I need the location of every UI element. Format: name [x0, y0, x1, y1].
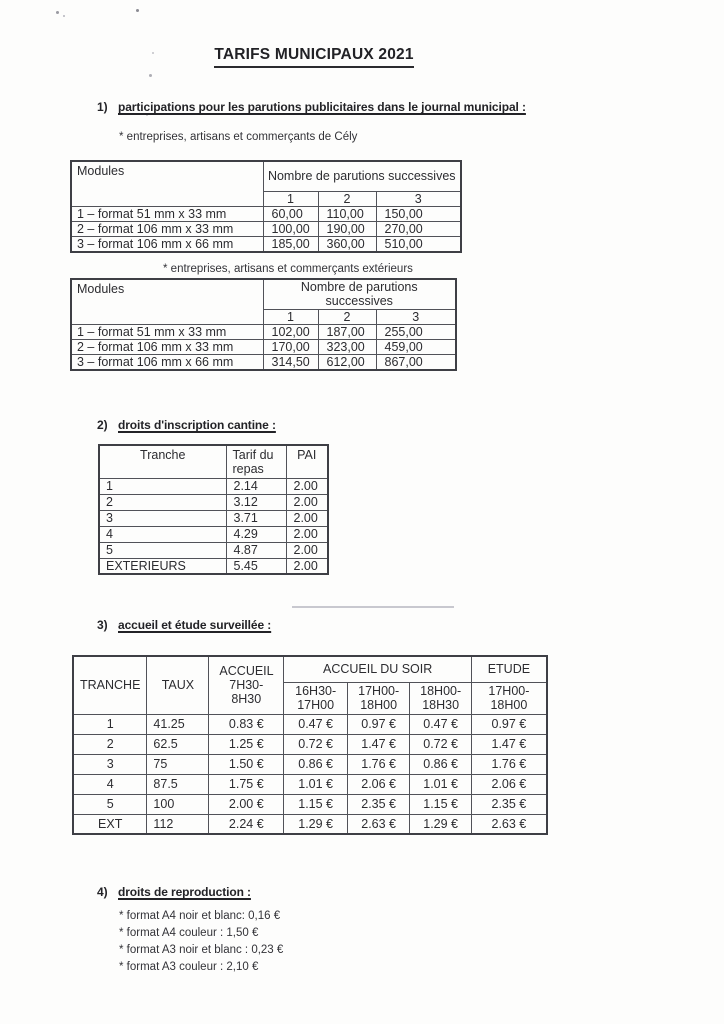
table-cell: 0.72 €	[284, 734, 348, 754]
table-cell: 510,00	[376, 236, 461, 252]
scan-speck	[56, 11, 59, 14]
section-number: 1)	[97, 100, 108, 114]
table-row	[99, 478, 328, 494]
table-row	[73, 794, 547, 814]
table-cell: 2.00	[286, 542, 328, 558]
table-row	[73, 774, 547, 794]
column-header-soir-2: 17H00-18H00	[348, 682, 410, 714]
scan-speck	[136, 9, 139, 12]
column-header-count-3: 3	[376, 309, 456, 324]
table-row	[99, 494, 328, 510]
column-header-pai: PAI	[286, 445, 328, 478]
table-header-row	[71, 279, 456, 309]
accueil-etude-table	[72, 655, 548, 835]
table-cell: 459,00	[376, 339, 456, 354]
table-header-row	[99, 445, 328, 478]
table-row	[99, 558, 328, 574]
table-cell: 4	[73, 774, 147, 794]
table-cell: 41.25	[147, 714, 209, 734]
column-header-count-2: 2	[318, 191, 376, 206]
table-row	[71, 354, 456, 370]
table-cell: 1.15 €	[284, 794, 348, 814]
accueil-etude-table-body	[73, 714, 547, 834]
column-header-etude-group: ETUDE	[472, 656, 547, 682]
column-header-soir-3: 18H00-18H30	[410, 682, 472, 714]
pub-table-exterieurs-body	[71, 324, 456, 370]
list-item: * format A3 couleur : 2,10 €	[119, 961, 259, 973]
cantine-table-body	[99, 478, 328, 574]
section-number: 2)	[97, 418, 108, 432]
table-row	[73, 714, 547, 734]
table-cell: 3 – format 106 mm x 66 mm	[71, 354, 263, 370]
table-cell: 1.75 €	[209, 774, 284, 794]
table-cell: 0.47 €	[284, 714, 348, 734]
list-item: * format A4 couleur : 1,50 €	[119, 927, 259, 939]
table-cell: 1.76 €	[472, 754, 547, 774]
table-row	[99, 510, 328, 526]
table-cell: 75	[147, 754, 209, 774]
scan-speck	[146, 114, 148, 116]
column-header-etude-hours: 17H00-18H00	[472, 682, 547, 714]
scan-artifact-line	[292, 606, 454, 608]
section-title: droits de reproduction :	[118, 885, 251, 899]
table-cell: 0.86 €	[284, 754, 348, 774]
table-cell: 2.00	[286, 558, 328, 574]
table-cell: 2	[99, 494, 226, 510]
table-cell: 0.86 €	[410, 754, 472, 774]
table-cell: 2 – format 106 mm x 33 mm	[71, 221, 263, 236]
table-cell: 2.14	[226, 478, 286, 494]
table-cell: 0.97 €	[472, 714, 547, 734]
pub-table-exterieurs	[70, 278, 457, 371]
section-number: 3)	[97, 618, 108, 632]
scan-speck	[149, 74, 152, 77]
table-cell: 255,00	[376, 324, 456, 339]
table-cell: 5	[73, 794, 147, 814]
table-cell: 0.97 €	[348, 714, 410, 734]
table-cell: 1 – format 51 mm x 33 mm	[71, 324, 263, 339]
table-cell: 3	[73, 754, 147, 774]
pub-table-cely	[70, 160, 462, 253]
page-title: TARIFS MUNICIPAUX 2021	[214, 46, 413, 68]
table-row	[71, 221, 461, 236]
table-cell: 2.00	[286, 494, 328, 510]
table-cell: 4.87	[226, 542, 286, 558]
column-header-parutions-group: Nombre de parutions successives	[263, 279, 456, 309]
title-row	[0, 46, 628, 68]
column-header-modules: Modules	[71, 161, 263, 206]
table-cell: 100	[147, 794, 209, 814]
section-title: droits d'inscription cantine :	[118, 418, 276, 432]
section-2-heading	[97, 418, 276, 432]
table-cell: 2 – format 106 mm x 33 mm	[71, 339, 263, 354]
table-cell: 360,00	[318, 236, 376, 252]
section-title: participations pour les parutions publicitaires dans le journal municipal :	[118, 100, 526, 114]
table-cell: 2.24 €	[209, 814, 284, 834]
table-cell: 1.76 €	[348, 754, 410, 774]
section-number: 4)	[97, 885, 108, 899]
table-cell: 3.12	[226, 494, 286, 510]
table-cell: 1.50 €	[209, 754, 284, 774]
table-cell: 1.47 €	[348, 734, 410, 754]
table-row	[99, 526, 328, 542]
table-header-row	[71, 161, 461, 191]
table-cell: 2.00	[286, 478, 328, 494]
table-cell: 2.06 €	[472, 774, 547, 794]
table-cell: 2.06 €	[348, 774, 410, 794]
table-row	[73, 754, 547, 774]
table-cell: 1.29 €	[410, 814, 472, 834]
table-cell: 87.5	[147, 774, 209, 794]
section-4-heading	[97, 885, 251, 899]
table-cell: EXTERIEURS	[99, 558, 226, 574]
table-cell: 5.45	[226, 558, 286, 574]
table-row	[71, 324, 456, 339]
column-header-accueil-matin: ACCUEIL 7H30-8H30	[209, 656, 284, 714]
cantine-table	[98, 444, 329, 575]
column-header-count-3: 3	[376, 191, 461, 206]
table-cell: 1.01 €	[410, 774, 472, 794]
table-row	[73, 814, 547, 834]
pub-table-cely-body	[71, 206, 461, 252]
table-row	[71, 339, 456, 354]
list-item: * format A4 noir et blanc: 0,16 €	[119, 910, 281, 922]
table-cell: 3 – format 106 mm x 66 mm	[71, 236, 263, 252]
table-cell: 170,00	[263, 339, 318, 354]
column-header-parutions-group: Nombre de parutions successives	[263, 161, 461, 191]
table-cell: 2.35 €	[472, 794, 547, 814]
column-header-count-1: 1	[263, 191, 318, 206]
table-cell: 62.5	[147, 734, 209, 754]
table-cell: 1.29 €	[284, 814, 348, 834]
table-cell: 270,00	[376, 221, 461, 236]
note-exterieurs: * entreprises, artisans et commerçants extérieurs	[163, 263, 413, 275]
table-cell: 2.00 €	[209, 794, 284, 814]
table-cell: 4	[99, 526, 226, 542]
table-cell: 314,50	[263, 354, 318, 370]
table-cell: 60,00	[263, 206, 318, 221]
table-cell: 3	[99, 510, 226, 526]
table-row	[71, 236, 461, 252]
table-cell: 2.00	[286, 526, 328, 542]
column-header-soir-1: 16H30-17H00	[284, 682, 348, 714]
table-cell: 2.00	[286, 510, 328, 526]
table-cell: 4.29	[226, 526, 286, 542]
table-cell: 0.47 €	[410, 714, 472, 734]
table-header-row	[73, 656, 547, 682]
column-header-tranche: TRANCHE	[73, 656, 147, 714]
table-cell: 5	[99, 542, 226, 558]
column-header-accueil-soir-group: ACCUEIL DU SOIR	[284, 656, 472, 682]
section-3-heading	[97, 618, 271, 632]
table-cell: 102,00	[263, 324, 318, 339]
table-cell: 3.71	[226, 510, 286, 526]
scan-speck	[63, 15, 65, 17]
table-cell: 1	[99, 478, 226, 494]
reproduction-price-list	[119, 908, 283, 976]
table-cell: 190,00	[318, 221, 376, 236]
table-cell: 0.72 €	[410, 734, 472, 754]
table-cell: 867,00	[376, 354, 456, 370]
table-cell: 150,00	[376, 206, 461, 221]
table-cell: 2.63 €	[472, 814, 547, 834]
table-cell: 1.01 €	[284, 774, 348, 794]
table-cell: 1.25 €	[209, 734, 284, 754]
table-cell: 1 – format 51 mm x 33 mm	[71, 206, 263, 221]
table-cell: 187,00	[318, 324, 376, 339]
table-cell: 612,00	[318, 354, 376, 370]
table-cell: 323,00	[318, 339, 376, 354]
table-cell: 2	[73, 734, 147, 754]
table-cell: 110,00	[318, 206, 376, 221]
table-cell: 100,00	[263, 221, 318, 236]
table-cell: EXT	[73, 814, 147, 834]
table-cell: 112	[147, 814, 209, 834]
table-row	[73, 734, 547, 754]
column-header-taux: TAUX	[147, 656, 209, 714]
table-cell: 2.35 €	[348, 794, 410, 814]
column-header-count-2: 2	[318, 309, 376, 324]
table-cell: 1.15 €	[410, 794, 472, 814]
column-header-tranche: Tranche	[99, 445, 226, 478]
section-1-heading	[97, 100, 526, 114]
table-cell: 1.47 €	[472, 734, 547, 754]
table-cell: 185,00	[263, 236, 318, 252]
list-item: * format A3 noir et blanc : 0,23 €	[119, 944, 284, 956]
table-cell: 2.63 €	[348, 814, 410, 834]
column-header-modules: Modules	[71, 279, 263, 324]
table-row	[71, 206, 461, 221]
note-cely: * entreprises, artisans et commerçants de Cély	[119, 131, 358, 143]
table-cell: 0.83 €	[209, 714, 284, 734]
table-cell: 1	[73, 714, 147, 734]
column-header-count-1: 1	[263, 309, 318, 324]
section-title: accueil et étude surveillée :	[118, 618, 272, 632]
table-row	[99, 542, 328, 558]
column-header-tarif-repas: Tarif du repas	[226, 445, 286, 478]
